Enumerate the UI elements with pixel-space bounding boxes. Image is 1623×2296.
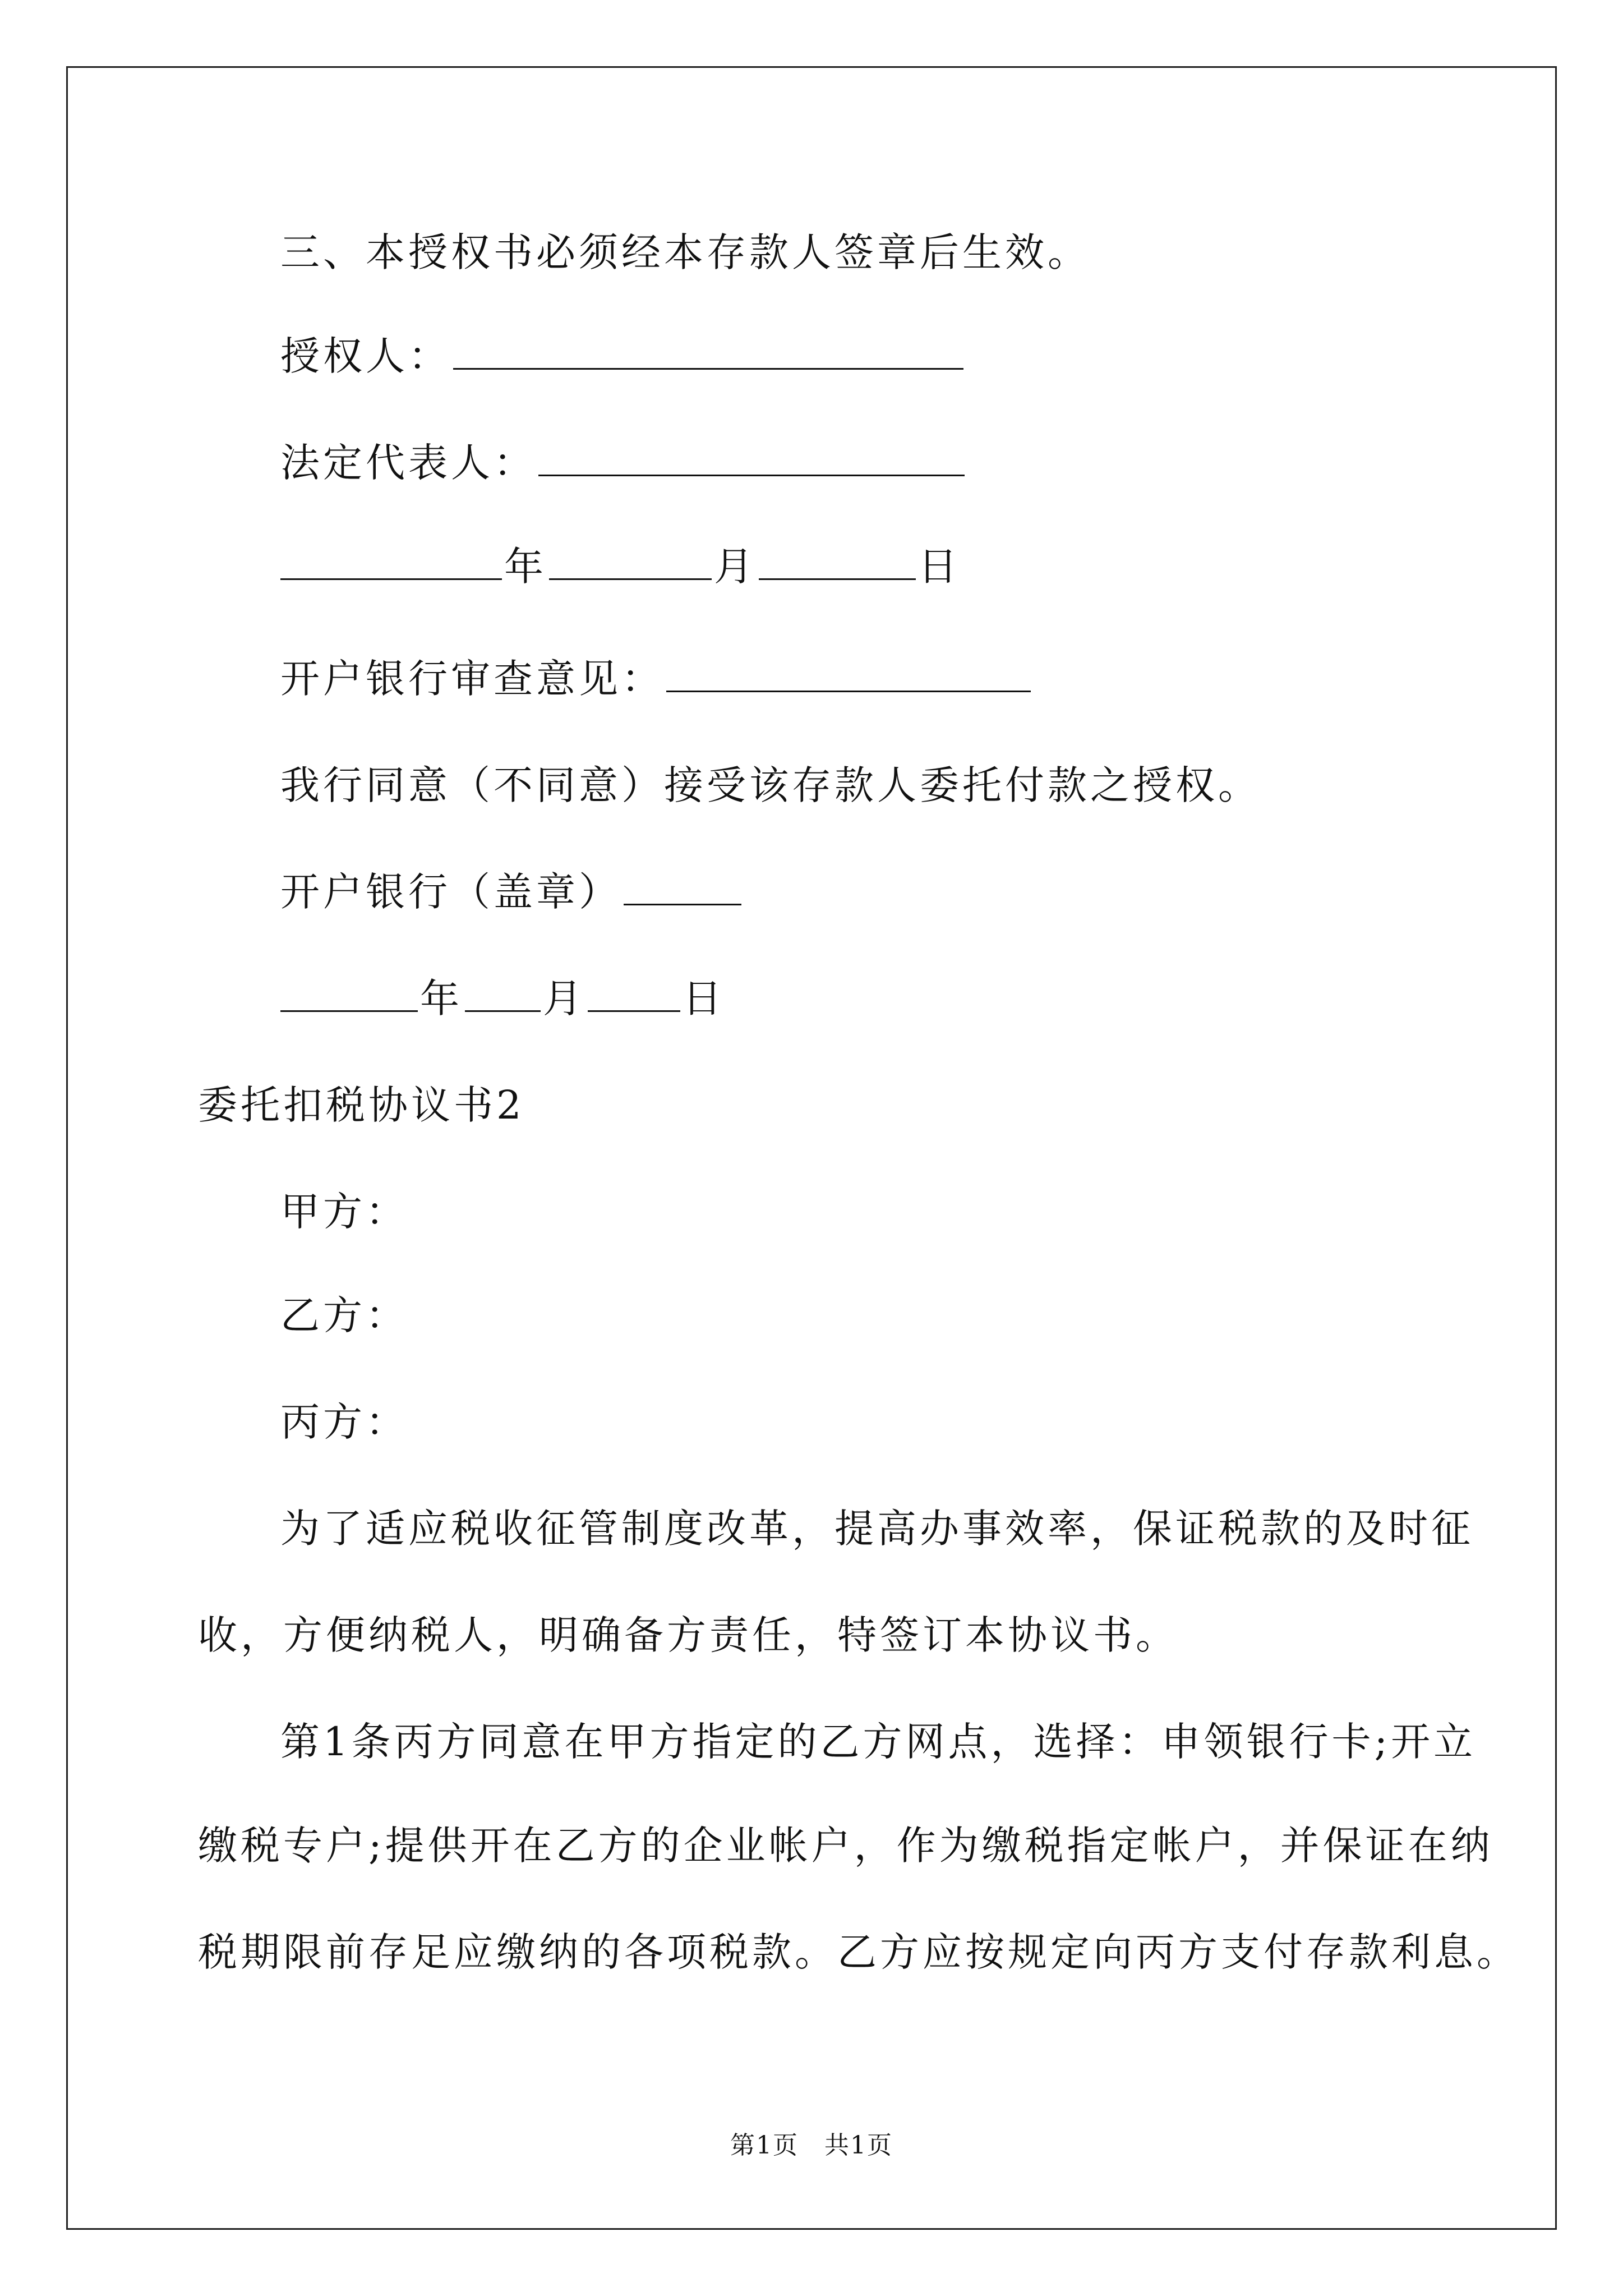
legal-rep-blank — [538, 443, 965, 476]
article-one-line-1: 第1条丙方同意在甲方指定的乙方网点，选择：申领银行卡;开立 — [280, 1719, 1477, 1765]
article-one-line-3: 税期限前存足应缴纳的各项税款。乙方应按规定向丙方支付存款利息。 — [198, 1929, 1519, 1975]
legal-rep-line — [280, 440, 967, 486]
bank-review-blank — [666, 659, 1031, 692]
bank-review-line — [280, 656, 1033, 702]
month-blank-1 — [549, 547, 712, 580]
bank-seal-blank — [624, 872, 741, 905]
month-label-1: 月 — [714, 544, 757, 590]
day-blank-2 — [588, 979, 680, 1012]
bank-consent-text: 我行同意（不同意）接受该存款人委托付款之授权。 — [280, 762, 1261, 808]
legal-rep-label: 法定代表人： — [280, 440, 536, 486]
bank-seal-line — [280, 869, 744, 915]
year-blank-1 — [280, 547, 502, 580]
party-b: 乙方： — [280, 1292, 408, 1338]
authorizer-label: 授权人： — [280, 333, 451, 379]
month-blank-2 — [465, 979, 541, 1012]
page-frame — [66, 66, 1557, 2230]
clause-three: 三、本授权书必须经本存款人签章后生效。 — [280, 229, 1090, 275]
year-label-1: 年 — [504, 544, 547, 590]
day-label-2: 日 — [683, 976, 725, 1022]
authorizer-line — [280, 333, 966, 379]
page-footer: 第1页 共1页 — [730, 2131, 893, 2160]
day-blank-1 — [759, 547, 916, 580]
authorizer-blank — [453, 337, 963, 370]
preamble-line-1: 为了适应税收征管制度改革，提高办事效率，保证税款的及时征 — [280, 1506, 1474, 1552]
day-label-1: 日 — [918, 544, 961, 590]
article-one-line-2: 缴税专户;提供开在乙方的企业帐户，作为缴税指定帐户，并保证在纳 — [198, 1823, 1493, 1869]
section-title: 委托扣税协议书2 — [198, 1082, 525, 1128]
date-line-2 — [280, 976, 725, 1022]
party-a: 甲方： — [280, 1189, 408, 1235]
year-blank-2 — [280, 979, 418, 1012]
month-label-2: 月 — [543, 976, 585, 1022]
bank-review-label: 开户银行审查意见： — [280, 656, 664, 702]
year-label-2: 年 — [420, 976, 463, 1022]
preamble-line-2: 收，方便纳税人，明确备方责任，特签订本协议书。 — [198, 1612, 1178, 1658]
bank-seal-label: 开户银行（盖章） — [280, 869, 621, 915]
date-line-1 — [280, 544, 961, 590]
party-c: 丙方： — [280, 1399, 408, 1445]
